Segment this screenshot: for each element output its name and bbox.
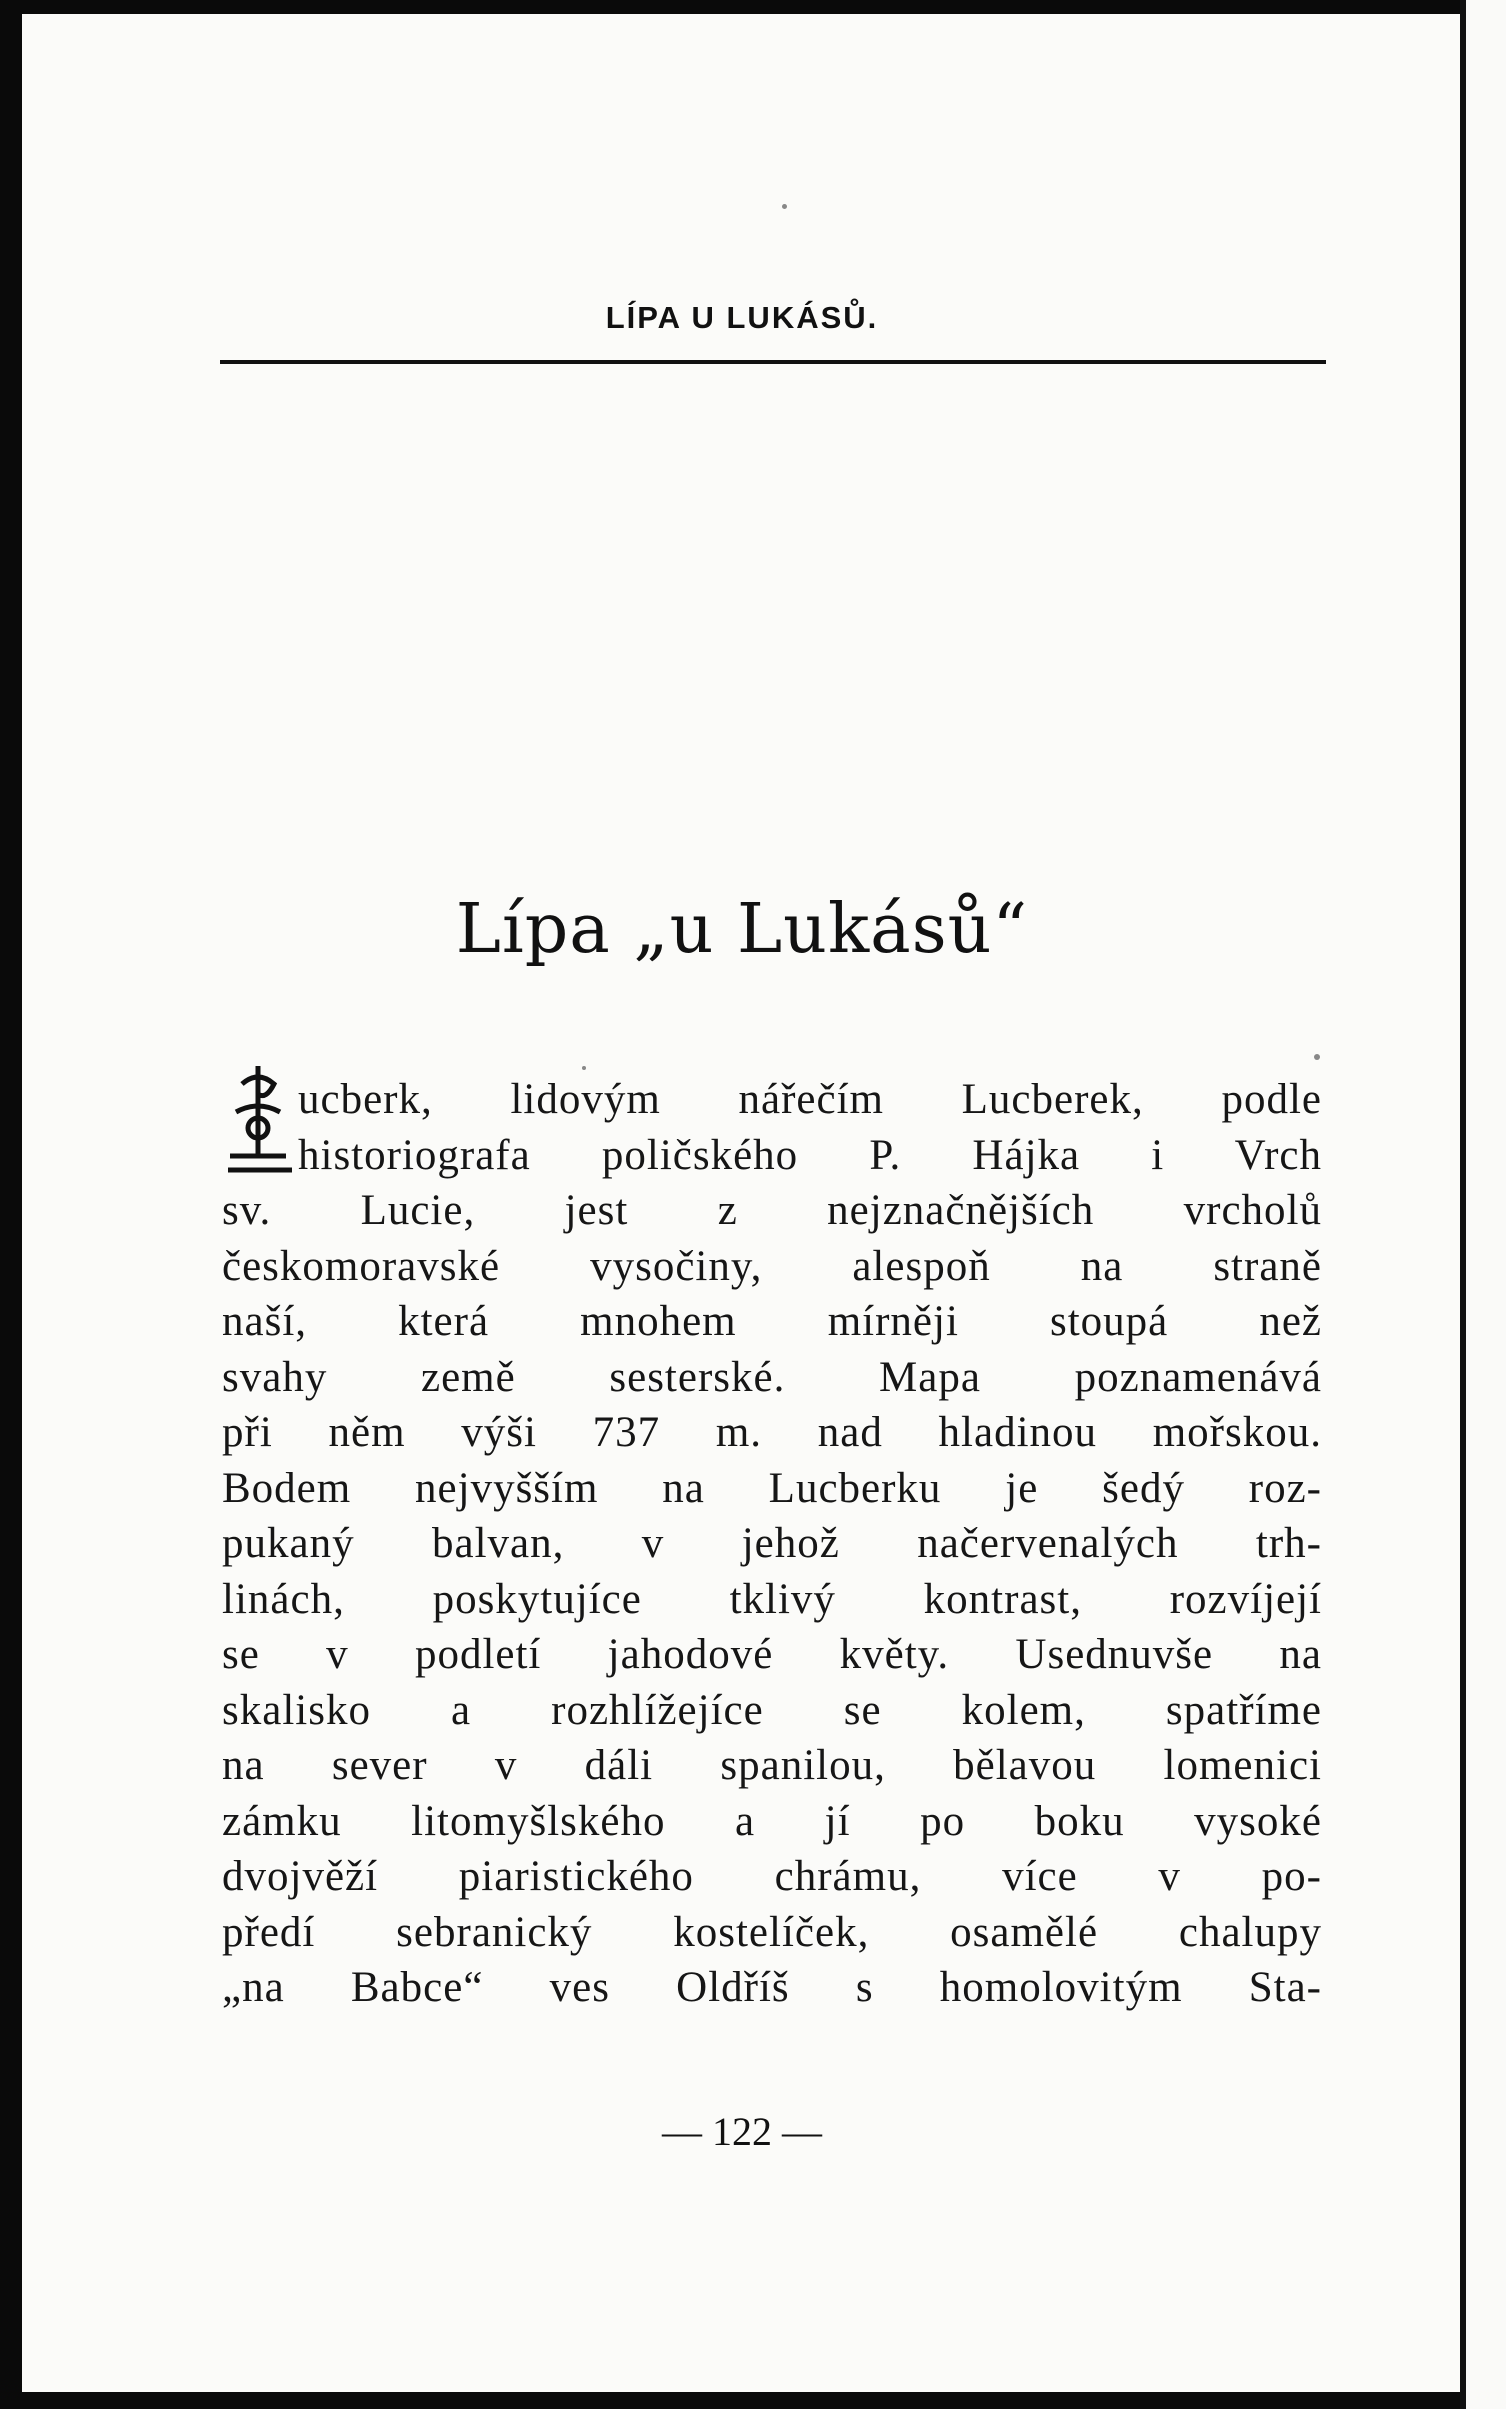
text-line: linách, poskytujíce tklivý kontrast, rozvíjejí <box>222 1575 1322 1623</box>
paper-speck <box>582 1066 586 1070</box>
text-line: se v podletí jahodové květy. Usednuvše na <box>222 1631 1322 1678</box>
body-paragraph <box>222 1072 1322 2016</box>
book-page <box>22 14 1462 2392</box>
text-line: Bodem nejvyšším na Lucberku je šedý roz- <box>222 1464 1322 1512</box>
dropcap-letter: L <box>248 1172 249 1173</box>
text-line: na sever v dáli spanilou, bělavou lomenici <box>222 1742 1322 1789</box>
text-line: sv. Lucie, jest z nejznačnějších vrcholů <box>222 1187 1322 1234</box>
text-line: českomoravské vysočiny, alespoň na straně <box>222 1242 1322 1290</box>
paper-speck <box>1314 1054 1320 1060</box>
chapter-title: Lípa „u Lukásů“ <box>455 890 1029 969</box>
text-line: při něm výši 737 m. nad hladinou mořskou. <box>222 1409 1322 1456</box>
text-line: naší, která mnohem mírněji stoupá než <box>222 1298 1322 1345</box>
text-line: svahy země sesterské. Mapa poznamenává <box>222 1353 1322 1401</box>
text-line: dvojvěží piaristického chrámu, více v po- <box>222 1853 1322 1900</box>
text-line: pukaný balvan, v jehož načervenalých trh- <box>222 1520 1322 1567</box>
text-line: skalisko a rozhlížejíce se kolem, spatříme <box>222 1686 1322 1734</box>
page-number: — 122 — <box>662 2109 822 2154</box>
header-rule <box>220 360 1326 364</box>
text-line: zámku litomyšlského a jí po boku vysoké <box>222 1797 1322 1845</box>
adjacent-page-edge <box>1460 0 1506 2409</box>
text-line: ucberk, lidovým nářečím Lucberek, podle <box>298 1076 1322 1123</box>
text-line: historiografa poličského P. Hájka i Vrch <box>298 1131 1322 1179</box>
running-head: LÍPA U LUKÁSŮ. <box>605 300 879 335</box>
text-line: předí sebranický kostelíček, osamělé chalupy <box>222 1908 1322 1956</box>
paper-speck <box>782 204 787 209</box>
text-line: „na Babce“ ves Oldříš s homolovitým Sta- <box>222 1964 1322 2011</box>
